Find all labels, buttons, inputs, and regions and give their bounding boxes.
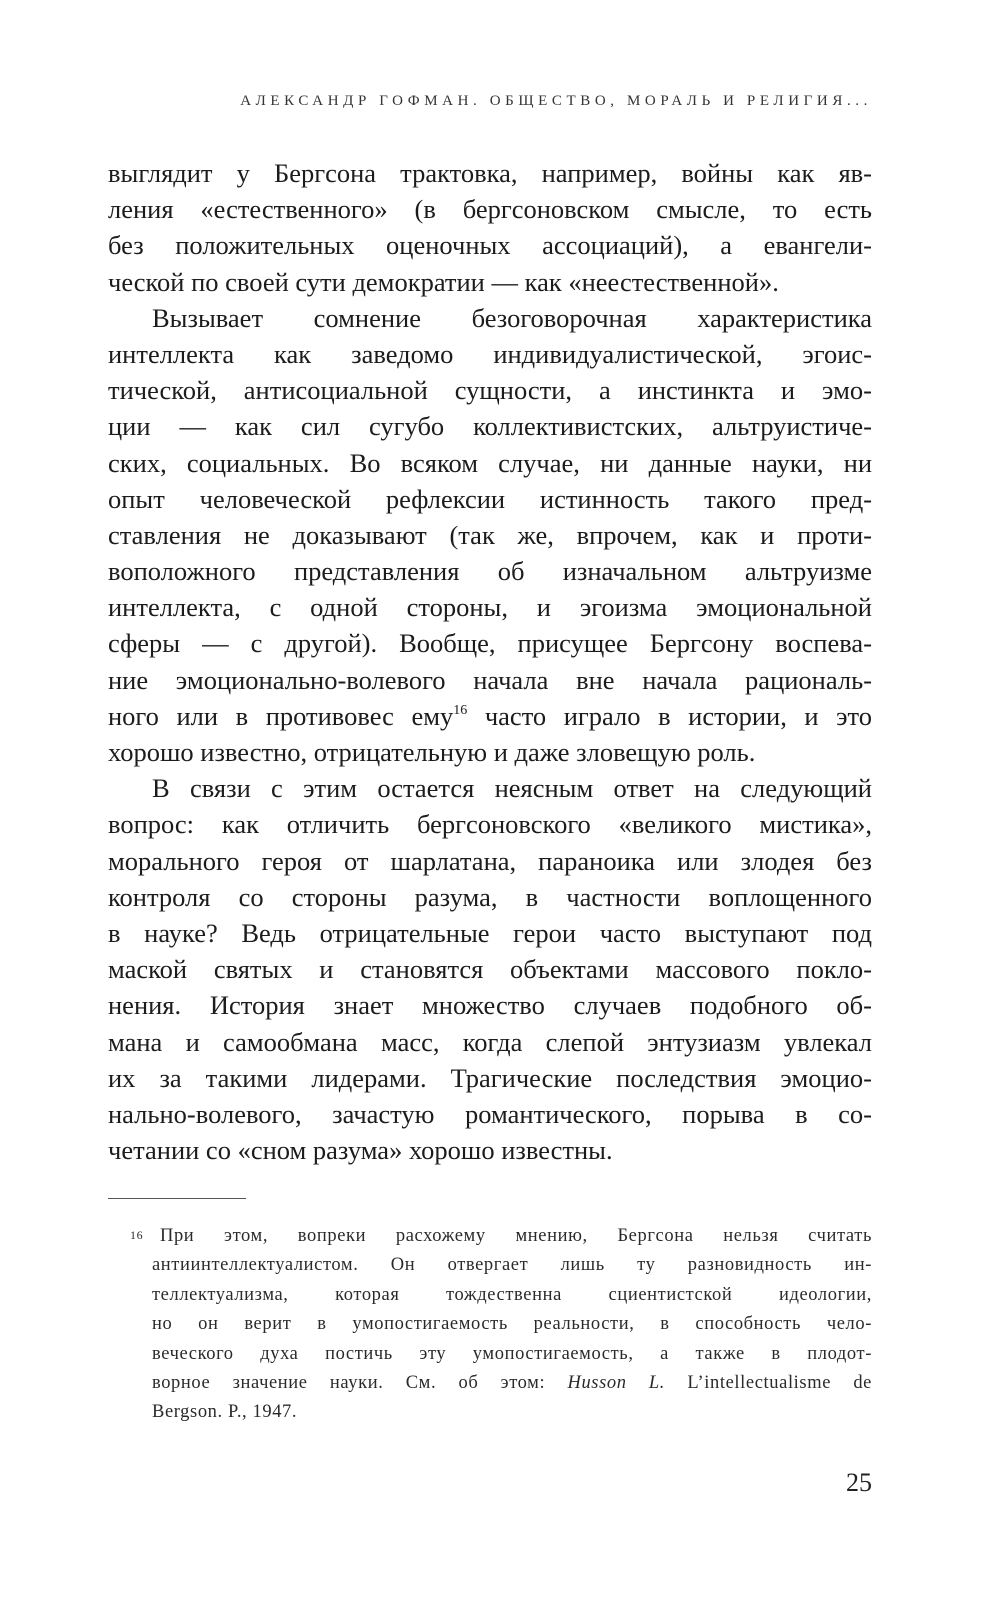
text-line: маской святых и становятся объектами массового покло- [108,954,872,985]
text-line: контроля со стороны разума, в частности воплощенного [108,881,872,912]
text-line: сферы — с другой). Вообще, присущее Бергсону воспева- [108,628,872,659]
text-segment: ного или в противовес ему [108,700,454,731]
running-head: АЛЕКСАНДР ГОФМАН. ОБЩЕСТВО, МОРАЛЬ И РЕЛИГИЯ... [240,93,872,109]
text-line: мана и самообмана масс, когда слепой энтузиазм увлекал [108,1026,872,1057]
text-line: нения. История знает множество случаев подобного об- [108,990,872,1021]
main-text [108,155,872,1168]
text-line: опыт человеческой рефлексии истинность такого пред- [108,483,872,514]
footnote-line [108,1222,872,1251]
text-line: нально-волевого, зачастую романтического, порыва в со- [108,1098,872,1129]
text-line-with-footnote [108,698,872,734]
text-line: В связи с этим остается неясным ответ на следующий [152,773,872,804]
footnote-number: 16 [130,1228,144,1242]
footnote-author: Husson L. [567,1372,666,1393]
text-line: ления «естественного» (в бергсоновском смысле, то есть [108,194,872,225]
text-line: интеллекта, с одной стороны, и эгоизма эмоциональной [108,592,872,623]
text-line: ние эмоционально-волевого начала вне начала рациональ- [108,664,872,695]
footnote [108,1222,872,1428]
text-line: тической, антисоциальной сущности, а инстинкта и эмо- [108,375,872,406]
footnote-reference[interactable]: 16 [453,702,468,718]
text-line: хорошо известно, отрицательную и даже зловещую роль. [108,737,756,767]
text-line: морального героя от шарлатана, параноика или злодея без [108,845,872,876]
footnote-divider [108,1198,246,1199]
text-line: выглядит у Бергсона трактовка, например, войны как яв- [108,158,872,188]
text-line: ставления не доказывают (так же, впрочем, как и проти- [108,519,872,550]
text-line: без положительных оценочных ассоциаций), а евангели- [108,230,872,261]
text-line: четании со «сном разума» хорошо известны. [108,1135,613,1166]
footnote-text: ворное значение науки. См. об этом: [152,1372,568,1393]
footnote-text: При этом, вопреки расхожему мнению, Бергсона нельзя считать [160,1226,872,1246]
footnote-line: теллектуализма, которая тождественна сциентистской идеологии, [152,1284,872,1305]
text-line: вопрос: как отличить бергсоновского «великого мистика», [108,809,872,840]
text-line: их за такими лидерами. Трагические последствия эмоцио- [108,1062,872,1093]
footnote-line: но он верит в умопостигаемость реальности, в способность чело- [152,1314,872,1335]
text-line: интеллекта как заведомо индивидуалистической, эгоис- [108,338,872,369]
footnote-line: веческого духа постичь эту умопостигаемость, а также в плодот- [152,1343,872,1364]
text-line: ских, социальных. Во всяком случае, ни данные науки, ни [108,447,872,478]
text-line: Вызывает сомнение безоговорочная характеристика [152,302,872,333]
text-line: в науке? Ведь отрицательные герои часто выступают под [108,917,872,948]
page-number: 25 [846,1468,872,1497]
footnote-line: Bergson. P., 1947. [152,1402,298,1423]
footnote-title: L’intellectualisme de [665,1372,872,1393]
footnote-line [108,1369,872,1398]
footnote-line: антиинтеллектуалистом. Он отвергает лишь ту разновидность ин- [152,1255,872,1276]
text-line: ции — как сил сугубо коллективистских, альтруистиче- [108,411,872,442]
text-line: ческой по своей сути демократии — как «неестественной». [108,266,779,297]
text-segment: часто играло в истории, и это [484,700,872,731]
text-line: воположного представления об изначальном альтруизме [108,556,872,587]
